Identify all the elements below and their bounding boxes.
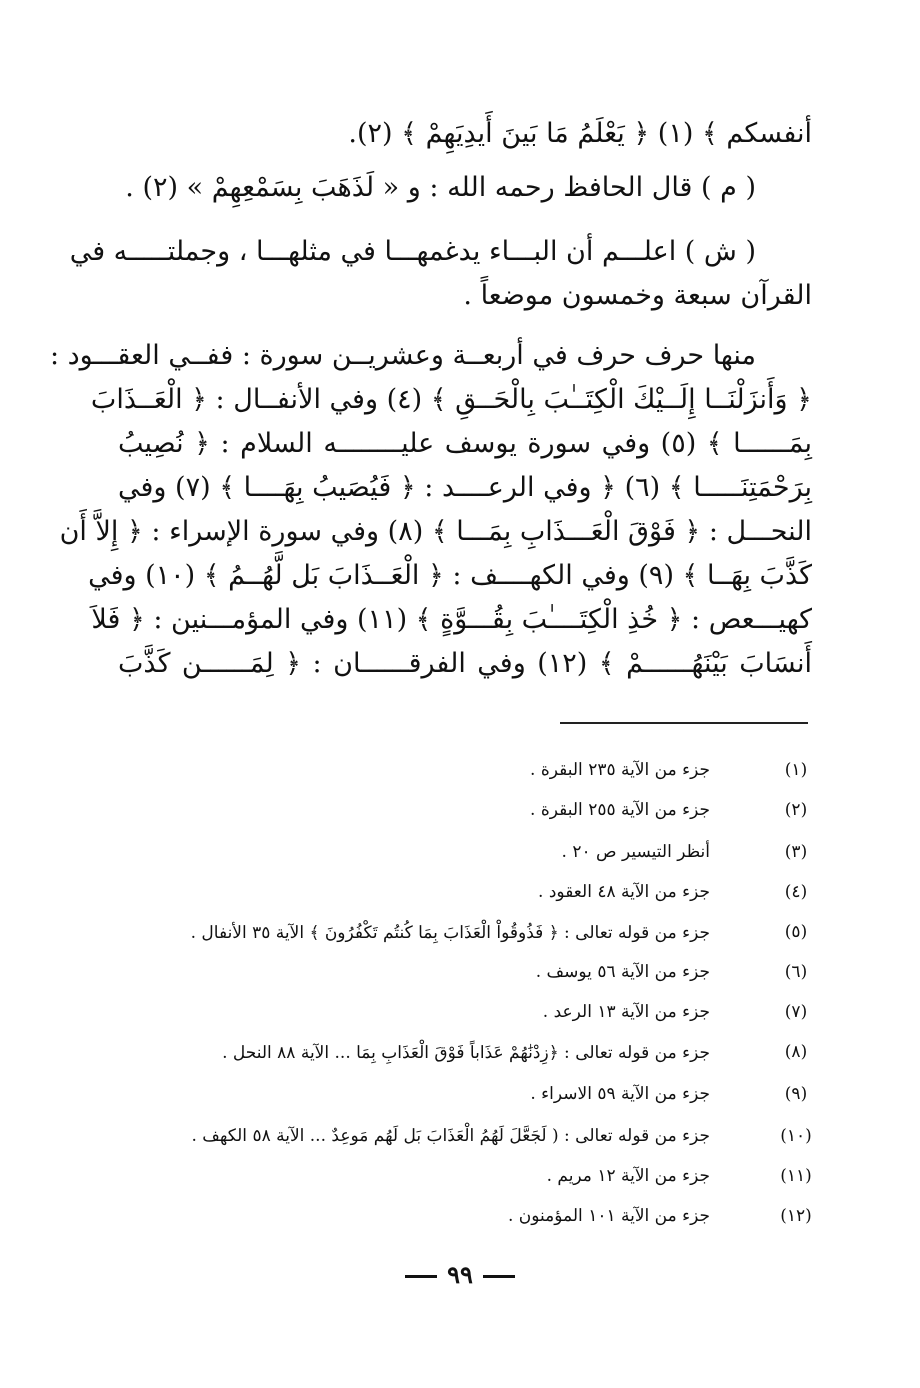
- body-line-7: بِمَــــــا ﴾ (٥) وفي سورة يوسف عليــــــــه السلام : ﴿ نُصِيبُ: [118, 428, 812, 459]
- footnote-11: [150, 1166, 814, 1200]
- footnote-number: (٩): [784, 1084, 808, 1104]
- footnote-text: جزء من الآية ١٠١ المؤمنون .: [507, 1206, 710, 1226]
- body-line-5: منها حرف حرف في أربعــة وعشريــن سورة : ففــي العقـــود :: [49, 340, 756, 371]
- body-line-11: كهيـــعص : ﴿ خُذِ الْكِتَــــٰبَ بِقُـــوَّةٍ ﴾ (١١) وفي المؤمـــنين : ﴿ فَلاَ: [91, 604, 812, 635]
- page-number-dash: [405, 1275, 437, 1278]
- footnote-3: [150, 842, 814, 876]
- footnote-text: جزء من الآية ٢٥٥ البقرة .: [530, 800, 710, 820]
- footnote-text: أنظر التيسير ص ٢٠ .: [561, 842, 710, 862]
- footnote-6: [150, 962, 814, 996]
- body-line-10: كَذَّبَ بِهَــا ﴾ (٩) وفي الكهــــف : ﴿ الْعَــذَابَ بَل لَّهُــمُ ﴾ (١٠) وفي: [88, 560, 812, 591]
- footnote-number: (١٠): [780, 1126, 812, 1146]
- page-number: [0, 1260, 920, 1289]
- footnote-1: [150, 760, 814, 794]
- body-line-6: ﴿ وَأَنزَلْنَــا إِلَــيْكَ الْكِتَــٰبَ بِالْحَــقِ ﴾ (٤) وفي الأنفــال : ﴿ الْعَــذَابَ: [90, 384, 812, 415]
- footnote-number: (٤): [784, 882, 808, 902]
- body-line-8: بِرَحْمَتِنَـــــا ﴾ (٦) ﴿ وفي الرعــــد : ﴿ فَيُصَيبُ بِهَــــا ﴾ (٧) وفي: [118, 472, 812, 503]
- footnote-text: جزء من الآية ٢٣٥ البقرة .: [530, 760, 710, 780]
- footnote-number: (٥): [784, 922, 808, 942]
- body-line-9: النحـــل : ﴿ فَوْقَ الْعَـــذَابِ بِمَـــا ﴾ (٨) وفي سورة الإسراء : ﴿ إِلاَّ أَن: [59, 516, 812, 547]
- footnote-12: [150, 1206, 814, 1240]
- footnote-number: (٢): [784, 800, 808, 820]
- footnote-text: جزء من الآية ٤٨ العقود .: [538, 882, 710, 902]
- page-number-value: ٩٩: [447, 1260, 473, 1289]
- footnote-8: [150, 1042, 814, 1076]
- footnote-number: (٧): [784, 1002, 808, 1022]
- footnote-number: (٣): [784, 842, 808, 862]
- footnote-10: [150, 1126, 814, 1160]
- body-line-4: القرآن سبعة وخمسون موضعاً .: [463, 280, 812, 311]
- body-line-1: أنفسكم ﴾ (١) ﴿ يَعْلَمُ مَا بَينَ أَيدِيَهِمْ ﴾ (٢).: [348, 118, 812, 149]
- body-line-2: ( م ) قال الحافظ رحمه الله : و « لَذَهَبَ بِسَمْعِهِمْ » (٢) .: [125, 172, 756, 203]
- footnote-number: (١٢): [780, 1206, 812, 1226]
- body-line-12: أَنسَابَ بَيْنَهُــــــمْ ﴾ (١٢) وفي الفرقــــــان : ﴿ لِمَــــــن كَذَّبَ: [118, 648, 812, 679]
- footnote-7: [150, 1002, 814, 1036]
- footnote-5: [150, 922, 814, 956]
- footnote-text: جزء من قوله تعالى : ﴿زِدْنَٰهُمْ عَذَاباً فَوْقَ الْعَذَابِ بِمَا ... الآية ٨٨ النحل .: [222, 1043, 710, 1063]
- footnote-9: [150, 1084, 814, 1118]
- page-number-dash: [483, 1275, 515, 1278]
- footnote-text: جزء من قوله تعالى : ( لَجَعَّلَ لَهُمُ الْعَذَابَ بَل لَهُم مَوعِدٌ ... الآية ٥٨ الكهف .: [191, 1126, 710, 1146]
- footnote-text: جزء من الآية ١٣ الرعد .: [542, 1002, 710, 1022]
- footnote-divider: [560, 722, 808, 724]
- footnote-text: جزء من الآية ١٢ مريم .: [546, 1166, 710, 1186]
- footnote-number: (١): [784, 760, 808, 780]
- footnote-text: جزء من الآية ٥٩ الاسراء .: [530, 1084, 710, 1104]
- footnote-number: (٨): [784, 1042, 808, 1062]
- footnote-number: (٦): [784, 962, 808, 982]
- footnote-4: [150, 882, 814, 916]
- footnote-2: [150, 800, 814, 834]
- footnote-text: جزء من قوله تعالى : ﴿ فَذُوقُواْ الْعَذَابَ بِمَا كُنتُم تَكْفُرُونَ ﴾ الآية ٣٥ الأنفال .: [190, 923, 710, 943]
- footnote-number: (١١): [780, 1166, 812, 1186]
- footnote-text: جزء من الآية ٥٦ يوسف .: [535, 962, 710, 982]
- body-line-3: ( ش ) اعلـــم أن البـــاء يدغمهـــا في مثلهـــا ، وجملتـــــه في: [69, 236, 756, 267]
